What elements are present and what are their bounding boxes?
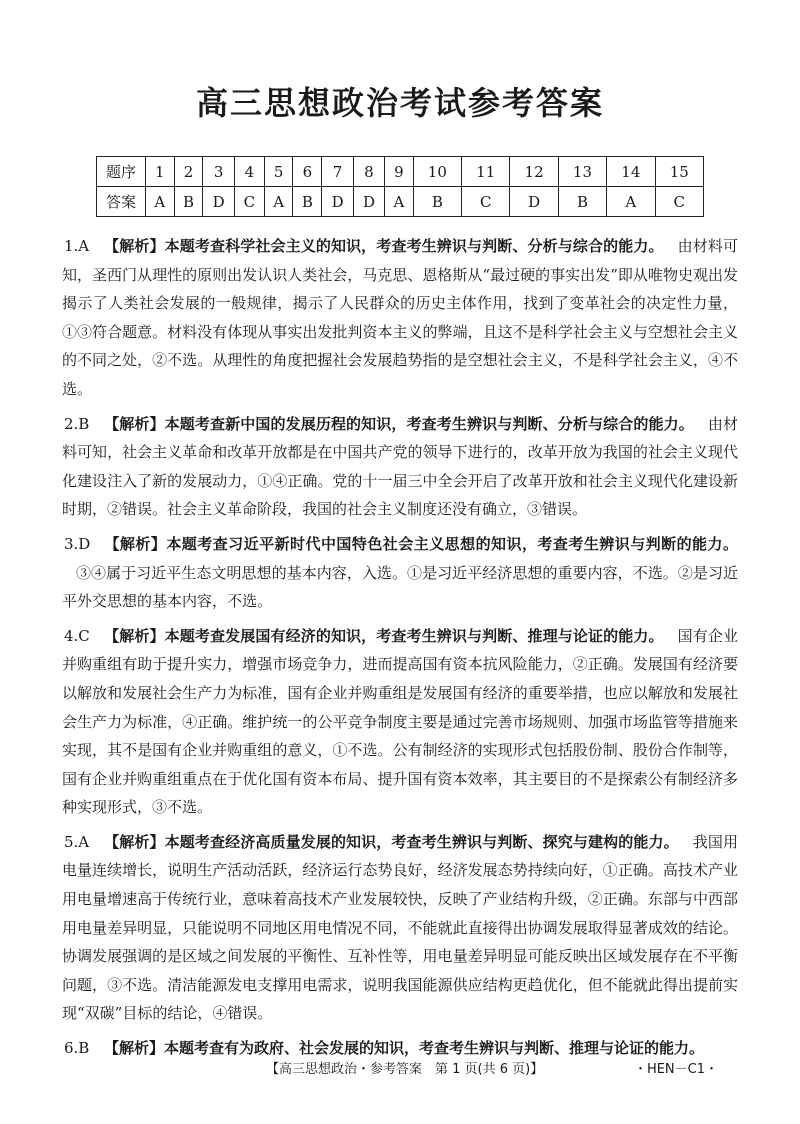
item-lead: 本题考查习近平新时代中国特色社会主义思想的知识，考查考生辨识与判断的能力。 xyxy=(166,534,738,553)
item-lead: 本题考查经济高质量发展的知识，考查考生辨识与判断、探究与建构的能力。 xyxy=(164,832,679,851)
question-number-cell: 12 xyxy=(510,157,558,187)
question-number-cell: 3 xyxy=(203,157,234,187)
question-number-cell: 14 xyxy=(607,157,655,187)
analysis-tag: 【解析】 xyxy=(104,534,167,553)
answer-cell: C xyxy=(234,187,264,217)
question-number-cell: 4 xyxy=(234,157,264,187)
answer-cell: A xyxy=(607,187,655,217)
item-lead: 本题考查新中国的发展历程的知识，考查考生辨识与判断、分析与综合的能力。 xyxy=(164,414,694,433)
item-body: 由材料可知，社会主义革命和改革开放都是在中国共产党的领导下进行的，改革开放为我国的社会主义现代化建设注入了新的发展动力，①④正确。党的十一届三中全会开启了改革开放和社会主义现代化建设新时期，②错误。社会主义革命阶段，我国的社会主义制度还没有确立，③错误。 xyxy=(62,414,738,519)
question-number-cell: 15 xyxy=(655,157,703,187)
footer-page-info: 【高三思想政治・参考答案 第 1 页(共 6 页)】 xyxy=(266,1062,544,1077)
item-body: 由材料可知，圣西门从理性的原则出发认识人类社会，马克思、恩格斯从“最过硬的事实出发”即从唯物史观出发揭示了人类社会发展的一般规律，揭示了人民群众的历史主体作用，找到了变革社会的决定性力量，①③符合题意。材料没有体现从事实出发批判资本主义的弊端，且这不是科学社会主义与空想社会主义的不同之处，②不选。从理性的角度把握社会发展趋势指的是空想社会主义，不是科学社会主义，④不选。 xyxy=(62,237,738,398)
item-number: 5.A xyxy=(64,832,90,851)
question-number-cell: 11 xyxy=(462,157,510,187)
explanation-text xyxy=(62,410,738,524)
question-number-cell: 9 xyxy=(385,157,414,187)
explanation-item xyxy=(62,530,738,616)
explanation-text xyxy=(62,828,738,1028)
analysis-tag: 【解析】 xyxy=(104,414,165,433)
table-row xyxy=(97,187,704,217)
answer-cell: B xyxy=(174,187,203,217)
item-lead: 本题考查科学社会主义的知识，考查考生辨识与判断、分析与综合的能力。 xyxy=(164,237,664,255)
explanation-item xyxy=(62,232,738,404)
analysis-tag: 【解析】 xyxy=(104,626,165,645)
question-number-cell: 1 xyxy=(146,157,175,187)
analysis-tag: 【解析】 xyxy=(104,237,165,255)
answer-cell: D xyxy=(322,187,353,217)
explanation-item xyxy=(62,410,738,524)
question-number-cell: 5 xyxy=(264,157,293,187)
explanation-item xyxy=(62,622,738,822)
answer-cell: C xyxy=(462,187,510,217)
answer-cell: A xyxy=(385,187,414,217)
item-body: 国有企业并购重组有助于提升实力，增强市场竞争力，进而提高国有资本抗风险能力，②正确。发展国有经济要以解放和发展社会生产力为标准，国有企业并购重组是发展国有经济的重要举措，也应以解放和发展社会生产力为标准，④正确。维护统一的公平竞争制度主要是通过完善市场规则、加强市场监管等措施来实现，其不是国有企业并购重组的意义，①不选。公有制经济的实现形式包括股份制、股份合作制等，国有企业并购重组重点在于优化国有资本布局、提升国有资本效率，其主要目的不是探索公有制经济多种实现形式，③不选。 xyxy=(62,626,738,817)
question-number-cell: 8 xyxy=(353,157,384,187)
item-lead: 本题考查有为政府、社会发展的知识，考查考生辨识与判断、推理与论证的能力。 xyxy=(164,1039,705,1058)
answer-cell: D xyxy=(353,187,384,217)
analysis-tag: 【解析】 xyxy=(104,1039,165,1058)
explanation-text xyxy=(62,530,738,616)
answer-cell: A xyxy=(264,187,293,217)
item-body: 我国用电量连续增长，说明生产活动活跃，经济运行态势良好，经济发展态势持续向好，①正确。高技术产业用电量增速高于传统行业，意味着高技术产业发展较快，反映了产业结构升级，②正确。东部与中西部用电量差异明显，只能说明不同地区用电情况不同，不能就此直接得出协调发展取得显著成效的结论。协调发展强调的是区域之间发展的平衡性、互补性等，用电量差异明显可能反映出区域发展存在不平衡问题，③不选。清洁能源发电支撑用电需求，说明我国能源供应结构更趋优化，但不能就此得出提前实现“双碳”目标的结论，④错误。 xyxy=(62,832,738,1023)
explanation-text xyxy=(62,232,738,404)
table-row xyxy=(97,157,704,187)
item-number: 1.A xyxy=(64,237,90,255)
analysis-tag: 【解析】 xyxy=(104,832,165,851)
question-number-cell: 10 xyxy=(413,157,461,187)
item-number: 3.D xyxy=(64,534,91,553)
explanation-text xyxy=(62,622,738,822)
row-label: 题序 xyxy=(97,157,146,187)
footer-code: ・HEN－C1・ xyxy=(633,1062,718,1077)
answer-cell: B xyxy=(293,187,322,217)
question-number-cell: 6 xyxy=(293,157,322,187)
answer-cell: A xyxy=(146,187,175,217)
question-number-cell: 13 xyxy=(558,157,606,187)
answer-cell: D xyxy=(510,187,558,217)
question-number-cell: 7 xyxy=(322,157,353,187)
item-number: 2.B xyxy=(64,414,90,433)
item-number: 6.B xyxy=(64,1039,90,1058)
explanations xyxy=(62,232,738,1069)
answer-cell: C xyxy=(655,187,703,217)
explanation-item xyxy=(62,828,738,1028)
answer-table xyxy=(96,156,704,217)
page-title: 高三思想政治考试参考答案 xyxy=(195,84,604,122)
answer-cell: B xyxy=(558,187,606,217)
row-label: 答案 xyxy=(97,187,146,217)
answer-cell: D xyxy=(203,187,234,217)
item-body: ③④属于习近平生态文明思想的基本内容，入选。①是习近平经济思想的重要内容，不选。②是习近平外交思想的基本内容，不选。 xyxy=(62,563,738,611)
item-lead: 本题考查发展国有经济的知识，考查考生辨识与判断、推理与论证的能力。 xyxy=(164,626,664,645)
item-number: 4.C xyxy=(64,626,90,645)
question-number-cell: 2 xyxy=(174,157,203,187)
answer-cell: B xyxy=(413,187,461,217)
